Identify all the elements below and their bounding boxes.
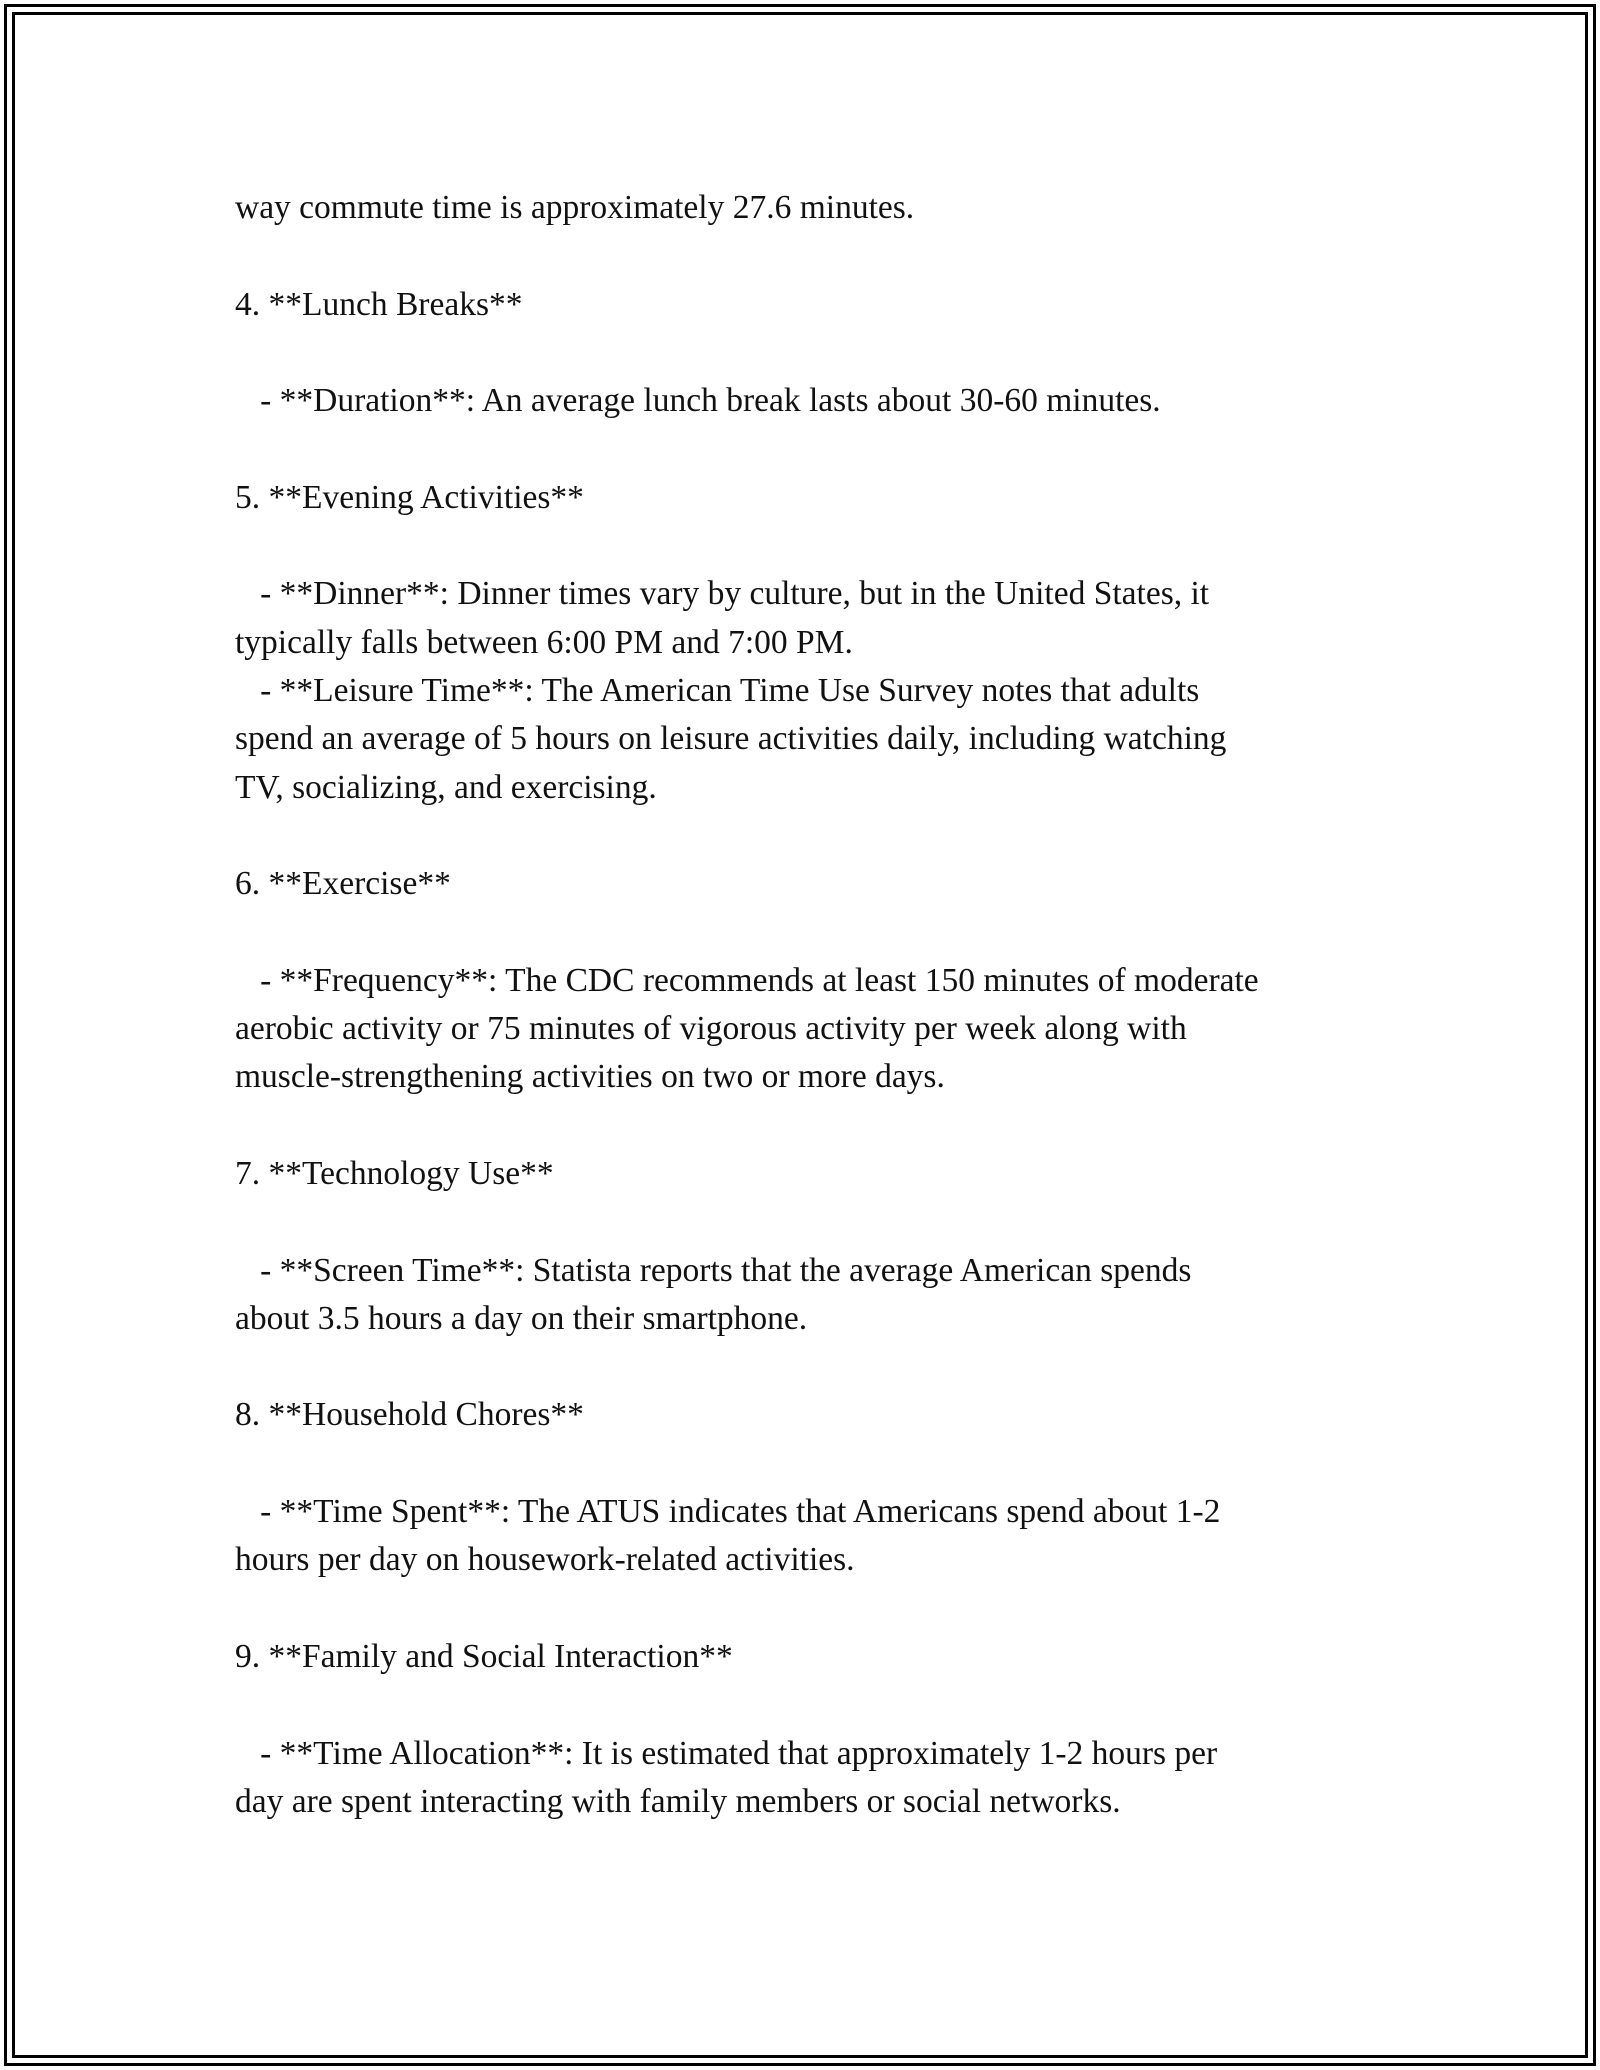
blank-line [235,1198,1375,1246]
section-heading-family-social-interaction: 9. **Family and Social Interaction** [235,1637,733,1675]
blank-line [235,522,1375,570]
blank-line [235,812,1375,860]
document-body [235,184,1375,1826]
section-heading-exercise: 6. **Exercise** [235,865,451,903]
blank-line [235,1585,1375,1633]
blank-line [235,1343,1375,1391]
text-line: typically falls between 6:00 PM and 7:00 PM. [235,623,853,661]
text-line: aerobic activity or 75 minutes of vigorous activity per week along with [235,1010,1187,1048]
text-line: - **Dinner**: Dinner times vary by culture, but in the United States, it [235,575,1210,613]
blank-line [235,1102,1375,1150]
blank-line [235,232,1375,280]
text-line: - **Frequency**: The CDC recommends at least 150 minutes of moderate [235,961,1259,999]
section-heading-technology-use: 7. **Technology Use** [235,1154,554,1192]
text-line: - **Leisure Time**: The American Time Use Survey notes that adults [235,671,1200,709]
blank-line [235,329,1375,377]
text-line: - **Duration**: An average lunch break lasts about 30-60 minutes. [235,382,1161,420]
section-heading-lunch-breaks: 4. **Lunch Breaks** [235,285,523,323]
blank-line [235,425,1375,473]
text-line: hours per day on housework-related activities. [235,1541,855,1579]
text-line: - **Time Spent**: The ATUS indicates that Americans spend about 1-2 [235,1493,1221,1531]
text-line: way commute time is approximately 27.6 minutes. [235,189,915,226]
text-line: TV, socializing, and exercising. [235,768,657,806]
text-line: about 3.5 hours a day on their smartphone. [235,1299,808,1337]
blank-line [235,908,1375,956]
section-heading-evening-activities: 5. **Evening Activities** [235,478,584,516]
text-line: spend an average of 5 hours on leisure activities daily, including watching [235,720,1227,758]
text-line: muscle-strengthening activities on two or more days. [235,1058,945,1096]
section-heading-household-chores: 8. **Household Chores** [235,1396,584,1434]
text-line: - **Screen Time**: Statista reports that the average American spends [235,1251,1192,1289]
text-line: day are spent interacting with family members or social networks. [235,1782,1121,1820]
blank-line [235,1440,1375,1488]
text-line: - **Time Allocation**: It is estimated that approximately 1-2 hours per [235,1734,1218,1772]
blank-line [235,1681,1375,1729]
